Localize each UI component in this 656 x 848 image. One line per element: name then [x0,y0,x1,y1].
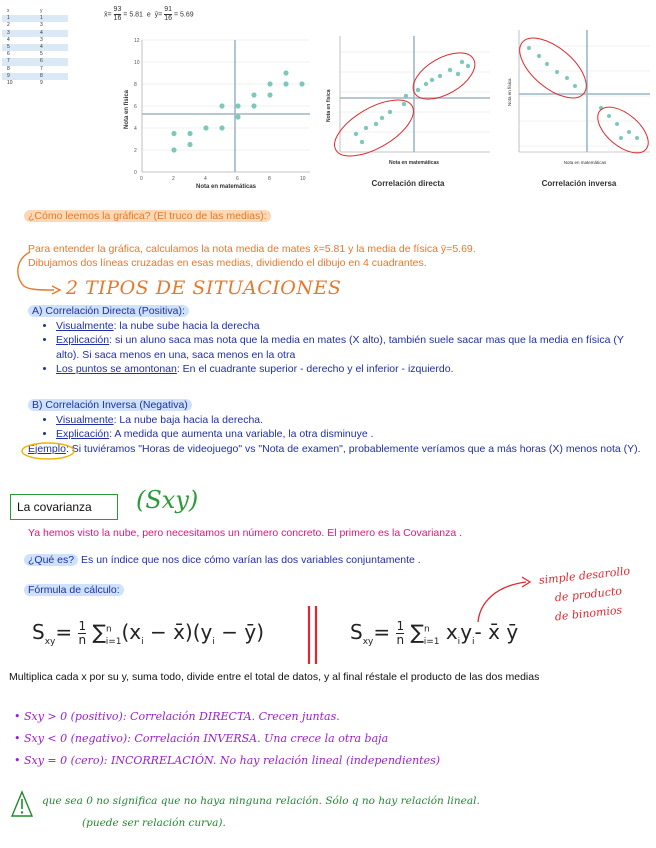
covariance-title: La covarianza [17,500,92,514]
scatter-point [267,92,272,97]
y-tick-label: 4 [134,126,137,132]
scatter-point [364,126,368,130]
scatter-plot-3 [505,26,653,176]
scatter-point [424,82,428,86]
scatter3-caption: Correlación inversa [541,179,617,188]
table-cell-x: 5 [2,44,35,51]
table-cell-y: 3 [40,36,43,43]
scatter-point [251,103,256,108]
scatter-point [619,136,623,140]
scatter-point [219,125,224,130]
scatter-point [635,136,639,140]
table-cell-x: 7 [2,58,35,65]
scatter3-xlabel: Nota en matemáticas [563,160,607,165]
covariance-symbol: (Sxy) [136,486,199,514]
covariance-box [10,494,118,520]
y-tick-label: 0 [134,170,137,176]
scatter-point [404,94,408,98]
scatter1-ylabel: Nota en física [124,89,130,129]
table-row [2,58,68,65]
table-cell-x: 6 [7,51,10,58]
table-cell-y: 7 [40,65,43,72]
scatter-point [171,147,176,152]
scatter-point [565,76,569,80]
scatter-point [537,54,541,58]
table-row [2,44,68,51]
x-tick-label: 6 [236,176,239,182]
scatter-point [354,132,358,136]
table-cell-y: 5 [40,51,43,58]
x-tick-label: 0 [140,176,143,182]
side-note-arrow [470,576,540,624]
side-note: simple desarollo de producto de binomios [538,564,631,624]
ybar-den: 16 [164,15,172,22]
cluster-ellipse-low [326,89,422,168]
covariance-intro: Ya hemos visto la nube, pero necesitamos un número concreto. El primero es la Covarianza . [28,527,463,539]
example-label: Ejemplo [28,442,66,455]
reading-text [28,242,648,270]
negative-example: Ejemplo: Si tuviéramos "Horas de videojuego" vs "Nota de examen", probablemente veríamos que a más horas (X) menos nota (Y). [28,442,641,455]
warning-line-2: (puede ser relación curva). [82,817,226,829]
scatter-point [416,88,420,92]
scatter-plot-1 [118,34,318,194]
table-cell-y: 4 [35,44,68,51]
table-cell-x: 4 [7,36,10,43]
ybar-num: 91 [164,6,172,13]
double-bar-separator [305,604,321,666]
y-tick-label: 8 [134,82,137,88]
scatter-point [219,103,224,108]
scatter-point [466,64,470,68]
scatter-plot-2 [322,32,494,174]
table-row [2,66,68,73]
scatter2-caption: Correlación directa [371,179,445,188]
negative-list [28,413,648,442]
scatter-point [187,131,192,136]
list-item: • Explicación: si un aluno saca mas nota que la media en mates (X alto), también suele sacar mas que la media en física (Y alto). Si saca menos en una, saca menos en la otra [56,333,648,362]
scatter-point [430,78,434,82]
scatter-point [283,70,288,75]
reading-line-2: Dibujamos dos líneas cruzadas en esas medias, dividiendo el dibujo en 4 cuadrantes. [28,257,427,269]
table-cell-y: 3 [40,22,43,29]
list-item: • Los puntos se amontonan: En el cuadrante superior - derecho y el inferior - izquierdo. [56,362,648,377]
positive-heading: A) Correlación Directa (Positiva): [28,305,189,317]
x-tick-label: 2 [172,176,175,182]
formula-explanation: Multiplica cada x por su y, suma todo, divide entre el total de datos, y al final réstale el producto de las dos medias [9,671,540,683]
y-tick-label: 12 [134,38,140,44]
reading-heading [24,210,271,222]
table-cell-y: 8 [35,73,68,80]
covariance-formula-2: $S_{xy}=$ $\frac{1}{n}$ ∑$^n_{i=1}$ $x_iy_i-$ x̄ ȳ [350,619,519,647]
scatter-point [438,74,442,78]
scatter-point [171,131,176,136]
scatter-point [235,103,240,108]
table-cell-x: 8 [7,65,10,72]
scatter-point [448,68,452,72]
note-positive: • Sxy > 0 (positivo): Correlación DIRECTA. Crecen juntas. [14,710,340,723]
y-tick-label: 10 [134,60,140,66]
scatter-point [299,81,304,86]
sign-notes [14,706,440,772]
formula-heading: Fórmula de cálculo: [24,584,124,596]
table-cell-x: 3 [2,30,35,37]
cluster-ellipse-high [406,43,483,108]
xbar-den: 16 [113,15,122,22]
table-row [2,73,68,80]
ybar-value: = 5.69 [173,11,194,19]
means-formula [104,6,194,23]
warning-note [42,790,647,834]
negative-heading: B) Correlación Inversa (Negativa) [28,399,192,411]
list-item: • Visualmente: la nube sube hacia la derecha [56,319,648,334]
table-header-x: x [2,8,35,15]
what-is-label: ¿Qué es? [24,554,78,566]
scatter-point [527,46,531,50]
x-tick-label: 10 [300,176,306,182]
warning-line-1: que sea 0 no significa que no haya ninguna relación. Sólo q no hay relación lineal. [42,795,480,807]
xbar-num: 93 [113,6,122,13]
table-cell-x: 9 [2,73,35,80]
warning-icon [10,790,34,818]
bracket-arrow [8,250,68,300]
scatter-point [573,84,577,88]
scatter-point [388,110,392,114]
scatter-point [545,62,549,66]
table-header-y: y [35,8,68,15]
table-cell-x: 10 [7,80,13,87]
table-cell-x: 2 [7,22,10,29]
scatter-point [402,102,406,106]
scatter-point [607,114,611,118]
xy-table [2,8,68,87]
scatter-point [187,142,192,147]
scatter-point [283,81,288,86]
scatter-point [615,122,619,126]
table-cell-x: 1 [2,15,35,22]
scatter-point [251,92,256,97]
what-is [24,554,421,566]
scatter-point [267,81,272,86]
note-negative: • Sxy < 0 (negativo): Correlación INVERSA. Una crece la otra baja [14,732,389,745]
scatter-point [235,114,240,119]
scatter-point [374,122,378,126]
table-row [2,30,68,37]
example-circle [20,440,80,462]
scatter-point [380,116,384,120]
table-row [2,51,68,58]
table-row [2,37,68,44]
note-zero: • Sxy = 0 (cero): INCORRELACIÓN. No hay relación lineal (independientes) [14,754,441,767]
scatter-point [203,125,208,130]
x-tick-label: 8 [268,176,271,182]
reading-heading-text: ¿Cómo leemos la gráfica? (El truco de las medias): [24,210,271,222]
y-tick-label: 6 [134,104,137,110]
scatter2-ylabel: Nota en física [326,89,332,122]
table-cell-y: 6 [35,58,68,65]
ybar-label: ȳ= [154,11,163,19]
positive-section [28,304,648,377]
xbar-label: x̄= [104,11,112,19]
scatter1-xlabel: Nota en matemáticas [195,184,257,190]
table-row [2,22,68,29]
reading-line-1: Para entender la gráfica, calculamos la nota media de mates x̄=5.81 y la media de física ȳ=5.69. [28,243,476,255]
scatter-point [360,140,364,144]
table-cell-y: 9 [40,80,43,87]
list-item: • Visualmente: La nube baja hacia la derecha. [56,413,648,428]
scatter-point [456,72,460,76]
list-item: • Explicación: A medida que aumenta una variable, la otra disminuye . [56,427,648,442]
scatter3-ylabel: Nota en física [507,78,512,106]
data-table [2,8,68,87]
scatter-point [460,60,464,64]
scatter2-xlabel: Nota en matemáticas [388,160,440,166]
xbar-value: = 5.81 [123,11,143,19]
what-is-text: Es un índice que nos dice cómo varían las dos variables conjuntamente . [78,554,421,566]
cluster-ellipse-upper-left [510,27,597,109]
negative-section [28,398,648,456]
scatter-point [555,70,559,74]
table-cell-y: 4 [35,30,68,37]
types-annotation: 2 TIPOS DE SITUACIONES [66,277,342,299]
means-sep: e [146,11,151,19]
positive-list [28,319,648,377]
covariance-formula-1: $S_{xy}=$ $\frac{1}{n}$ $\sum^n_{i=1}(x_i$ − $x̄)(y_i$ − ȳ) [32,619,265,647]
x-tick-label: 4 [204,176,207,182]
table-row [2,80,68,87]
y-tick-label: 2 [134,148,137,154]
table-row [2,15,68,22]
table-cell-y: 1 [35,15,68,22]
scatter-point [627,130,631,134]
